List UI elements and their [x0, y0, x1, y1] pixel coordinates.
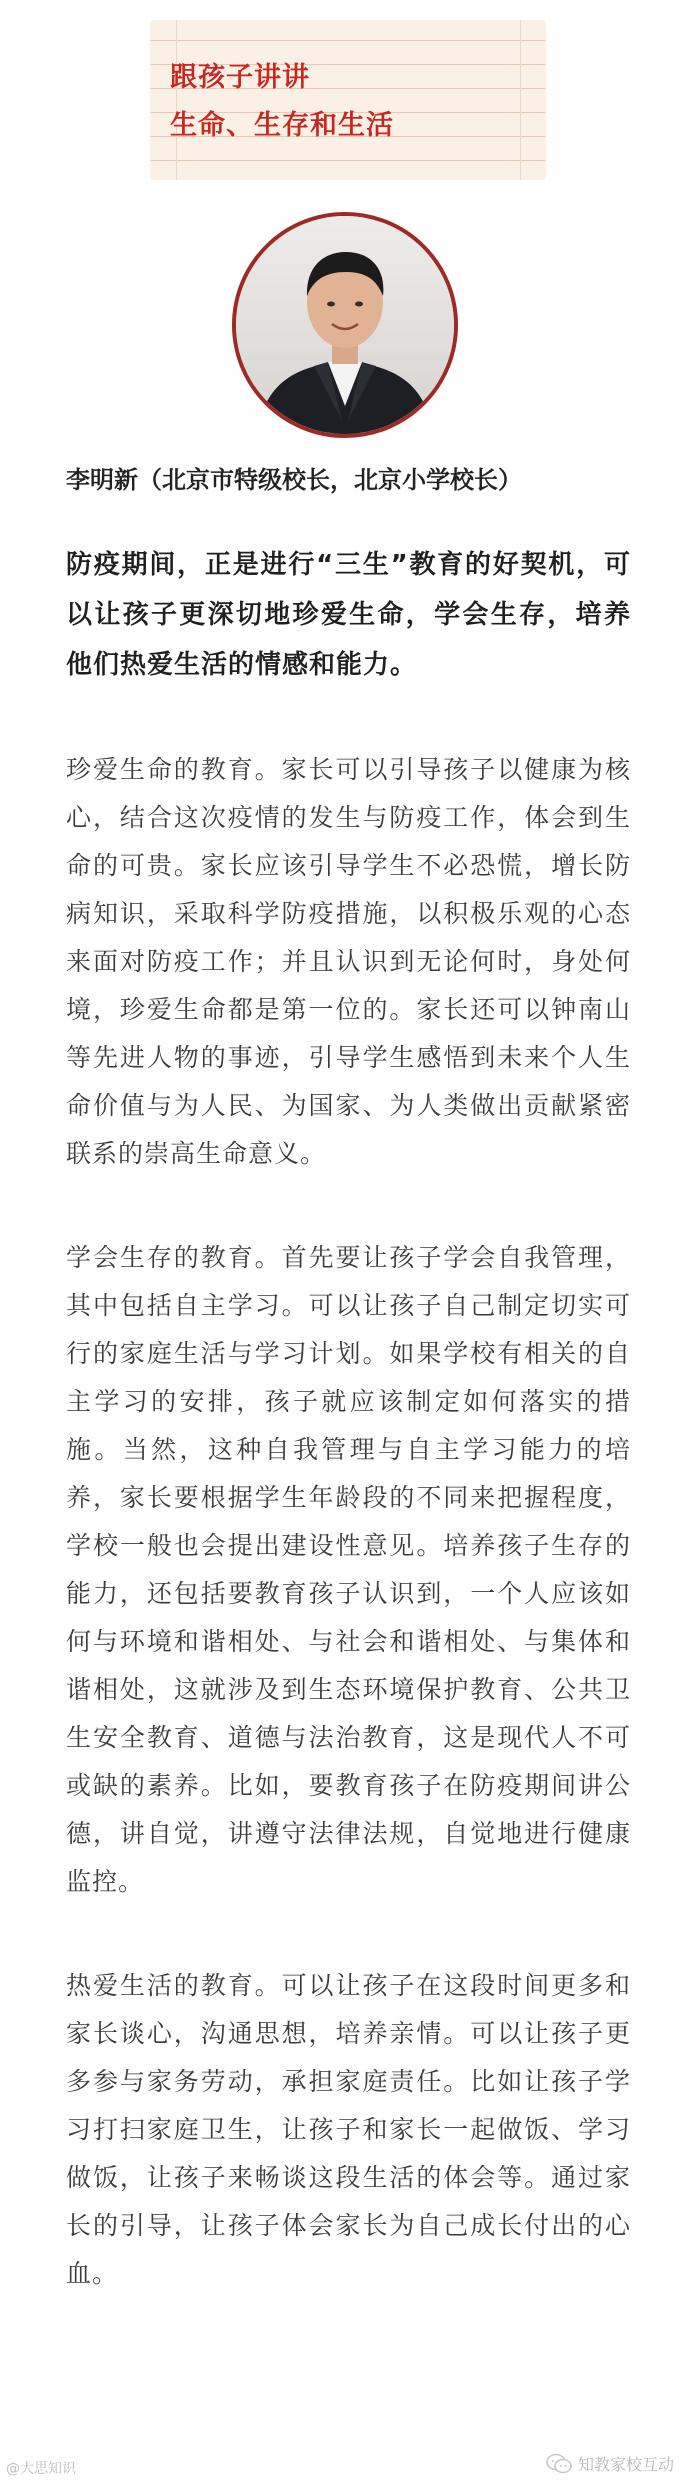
paragraph-learn-survival: 学会生存的教育。首先要让孩子学会自我管理，其中包括自主学习。可以让孩子自己制定切实可行的家庭生活与学习计划。如果学校有相关的自主学习的安排，孩子就应该制定如何落实的措施。当然，这种自我管理与自主学习能力的培养，家长要根据学生年龄段的不同来把握程度，学校一般也会提出建设性意见。培养孩子生存的能力，还包括要教育孩子认识到，一个人应该如何与环境和谐相处、与社会和谐相处、与集体和谐相处，这就涉及到生态环境保护教育、公共卫生安全教育、道德与法治教育，这是现代人不可或缺的素养。比如，要教育孩子在防疫期间讲公德，讲自觉，讲遵守法律法规，自觉地进行健康监控。	[66, 1243, 631, 1896]
article-body	[66, 540, 631, 2354]
article-title	[170, 54, 394, 150]
paragraph-love-life: 热爱生活的教育。可以让孩子在这段时间更多和家长谈心，沟通思想，培养亲情。可以让孩子更多参与家务劳动，承担家庭责任。比如让孩子学习打扫家庭卫生，让孩子和家长一起做饭、学习做饭，让孩子来畅谈这段生活的体会等。通过家长的引导，让孩子体会家长为自己成长付出的心血。	[66, 1971, 631, 2288]
header-card	[150, 20, 546, 180]
title-line-2: 生命、生存和生活	[170, 110, 394, 141]
paragraph-cherish-life: 珍爱生命的教育。家长可以引导孩子以健康为核心，结合这次疫情的发生与防疫工作，体会到生命的可贵。家长应该引导学生不必恐慌，增长防病知识，采取科学防疫措施，以积极乐观的心态来面对防疫工作；并且认识到无论何时，身处何境，珍爱生命都是第一位的。家长还可以钟南山等先进人物的事迹，引导学生感悟到未来个人生命价值与为人民、为国家、为人类做出贡献紧密联系的崇高生命意义。	[66, 755, 631, 1168]
wechat-icon	[546, 2453, 572, 2475]
person-portrait-icon	[236, 216, 454, 434]
author-name: 李明新（北京市特级校长，北京小学校长）	[66, 466, 522, 494]
watermark-left: @大思知识	[6, 2461, 76, 2477]
lead-paragraph: 防疫期间，正是进行“三生”教育的好契机，可以让孩子更深切地珍爱生命，学会生存，培养他们热爱生活的情感和能力。	[66, 550, 631, 680]
watermark-right	[546, 2452, 674, 2475]
title-line-1: 跟孩子讲讲	[170, 62, 310, 93]
author-avatar	[232, 212, 458, 438]
watermark-label: 知教家校互动	[577, 2455, 674, 2474]
